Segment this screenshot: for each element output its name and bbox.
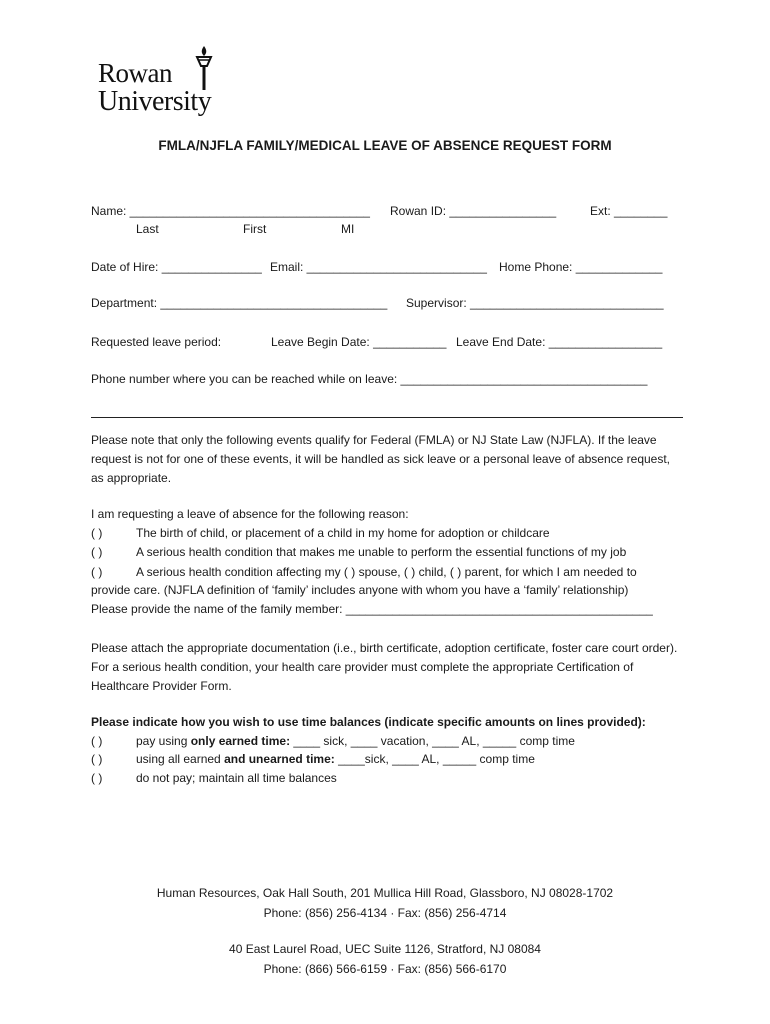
footer-phone-stratford: Phone: (866) 566-6159 · Fax: (856) 566-6170 [263,962,507,976]
footer-address-glassboro: Human Resources, Oak Hall South, 201 Mullica Hill Road, Glassboro, NJ 08028-1702 [156,886,614,900]
rowan-university-logo [96,44,256,120]
reason-option-family-health-cont: provide care. (NJFLA definition of ‘family’ includes anyone with whom you have a ‘family’ relationship) [91,583,629,597]
documentation-note: Please attach the appropriate documentation (i.e., birth certificate, adoption certificate, foster care court order). For a serious health condition, your health care provider must complete the appropriate Certification of Healthcare Provider Form. [91,641,678,693]
reason-checkbox-own-health[interactable]: ( ) [91,545,103,559]
time-balances-heading: Please indicate how you wish to use time balances (indicate specific amounts on lines provided): [91,715,646,729]
reason-option-own-health: A serious health condition that makes me unable to perform the essential functions of my job [136,545,627,559]
reason-checkbox-birth[interactable]: ( ) [91,526,103,540]
balance-checkbox-nopay[interactable]: ( ) [91,771,103,785]
family-member-field[interactable]: Please provide the name of the family member: ______________________________________________ [91,602,653,616]
leave-end-date-field[interactable]: Leave End Date: _________________ [456,335,663,349]
footer-address-stratford: 40 East Laurel Road, UEC Suite 1126, Stratford, NJ 08084 [229,942,541,956]
first-name-label: First [243,222,267,236]
reason-checkbox-family-health[interactable]: ( ) [91,565,103,579]
department-field[interactable]: Department: __________________________________ [91,296,388,310]
balance-checkbox-unearned[interactable]: ( ) [91,752,103,766]
footer-phone-glassboro: Phone: (856) 256-4134 · Fax: (856) 256-4714 [263,906,507,920]
eligibility-note: Please note that only the following events qualify for Federal (FMLA) or NJ State Law (NJFLA). If the leave request is not for one of these events, it will be handled as sick leave or a personal leave of absence request, as appropriate. [91,433,671,485]
ext-field[interactable]: Ext: ________ [590,204,668,218]
section-divider [91,417,683,418]
name-field[interactable]: Name: ____________________________________ [91,204,370,218]
balance-option-unearned: using all earned and unearned time: ____sick, ____ AL, _____ comp time [136,752,535,766]
supervisor-field[interactable]: Supervisor: _____________________________ [406,296,664,310]
home-phone-field[interactable]: Home Phone: _____________ [499,260,663,274]
torch-icon [192,44,216,92]
logo-line-rowan: Rowan [98,58,172,88]
phone-reach-field[interactable]: Phone number where you can be reached while on leave: _____________________________________ [91,372,648,386]
email-field[interactable]: Email: ___________________________ [270,260,487,274]
balance-checkbox-earned[interactable]: ( ) [91,734,103,748]
rowan-id-field[interactable]: Rowan ID: ________________ [390,204,557,218]
reason-option-family-health: A serious health condition affecting my ( ) spouse, ( ) child, ( ) parent, for which I am needed to [136,565,637,579]
reason-intro: I am requesting a leave of absence for the following reason: [91,507,409,521]
requested-leave-period-label: Requested leave period: [91,335,222,349]
balance-option-nopay: do not pay; maintain all time balances [136,771,337,785]
last-name-label: Last [136,222,159,236]
date-of-hire-field[interactable]: Date of Hire: _______________ [91,260,262,274]
logo-line-university: University [98,86,212,117]
form-title: FMLA/NJFLA FAMILY/MEDICAL LEAVE OF ABSENCE REQUEST FORM [158,138,612,153]
leave-begin-date-field[interactable]: Leave Begin Date: ___________ [271,335,447,349]
middle-initial-label: MI [341,222,355,236]
balance-option-earned: pay using only earned time: ____ sick, ____ vacation, ____ AL, _____ comp time [136,734,575,748]
reason-option-birth: The birth of child, or placement of a child in my home for adoption or childcare [136,526,550,540]
